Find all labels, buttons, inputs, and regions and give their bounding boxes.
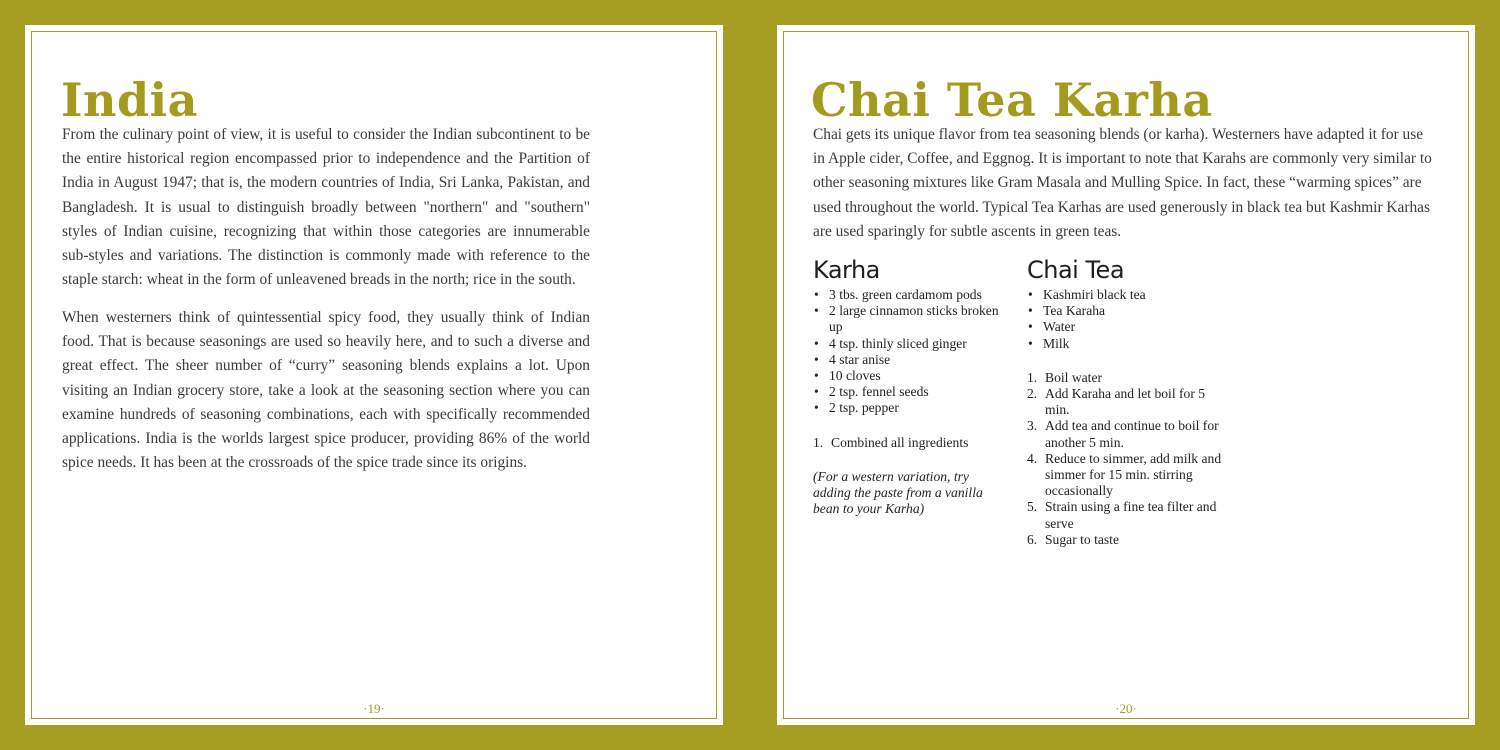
ingredient-item: • 3 tbs. green cardamom pods (813, 287, 1009, 303)
page-number: ·19· (363, 701, 385, 716)
ingredient-item: • 2 tsp. fennel seeds (813, 384, 1009, 400)
step-number: 5. (1027, 499, 1038, 515)
step-item (1027, 451, 1223, 500)
page-title: Chai Tea Karha (811, 73, 1213, 127)
karha-heading: Karha (813, 256, 880, 284)
ingredient-item: • Milk (1027, 336, 1223, 352)
chai-heading: Chai Tea (1027, 256, 1125, 284)
ingredient-item: • 4 star anise (813, 352, 1009, 368)
chai-step-list (1027, 370, 1223, 548)
karha-step-list (813, 435, 1009, 451)
step-text: Sugar to taste (1045, 531, 1119, 547)
step-number: 4. (1027, 450, 1038, 466)
step-text: Boil water (1045, 369, 1103, 385)
step-item (1027, 532, 1223, 548)
ingredient-item: • 2 large cinnamon sticks broken up (813, 303, 1009, 335)
right-page (777, 25, 1475, 725)
ingredient-item: • 10 cloves (813, 368, 1009, 384)
step-number: 3. (1027, 418, 1038, 434)
left-page (25, 25, 723, 725)
karha-recipe-column (813, 258, 1009, 517)
page-title: India (61, 73, 198, 127)
step-item (1027, 418, 1223, 450)
ingredient-item: • 2 tsp. pepper (813, 400, 1009, 416)
step-number: 2. (1027, 386, 1038, 402)
chai-ingredient-list (1027, 287, 1223, 352)
step-item (813, 435, 1009, 451)
karha-ingredient-list (813, 287, 1009, 417)
step-number: 1. (1027, 369, 1038, 385)
step-item (1027, 370, 1223, 386)
step-text: Reduce to simmer, add milk and simmer for 15 min. stirring occasionally (1045, 450, 1222, 499)
ingredient-item: • Water (1027, 319, 1223, 335)
variation-note: (For a western variation, try adding the paste from a vanilla bean to your Karha) (813, 468, 983, 517)
body-paragraph: From the culinary point of view, it is useful to consider the Indian subcontinent to be the entire historical region encompassed prior to independence and the Partition of India in August 1947; that is, the modern countries of India, Sri Lanka, Pakistan, and Bangladesh. It is usual to distinguish broadly between "northern" and "southern" styles of Indian cuisine, recognizing that within those categories are innumerable sub-styles and variations. The distinction is commonly made with reference to the staple starch: wheat in the form of unleavened breads in the north; rice in the south. (62, 126, 590, 289)
step-text: Add Karaha and let boil for 5 min. (1045, 386, 1206, 418)
ingredient-item: • Kashmiri black tea (1027, 287, 1223, 303)
step-item (1027, 386, 1223, 418)
ingredient-item: • 4 tsp. thinly sliced ginger (813, 336, 1009, 352)
step-item (1027, 499, 1223, 531)
chai-recipe-column (1027, 258, 1223, 548)
step-text: Strain using a fine tea filter and serve (1045, 499, 1217, 531)
step-number: 6. (1027, 531, 1038, 547)
body-paragraph: When westerners think of quintessential spicy food, they usually think of Indian food. That is because seasonings are used so heavily here, and to such a diverse and great effect. The sheer number of “curry” seasoning blends explains a lot. Upon visiting an Indian grocery store, take a look at the seasoning section where you can examine hundreds of seasoning combinations, each with specifically recommended applications. India is the worlds largest spice producer, providing 86% of the world spice needs. It has been at the crossroads of the spice trade since its origins. (62, 309, 590, 472)
intro-paragraph: Chai gets its unique flavor from tea seasoning blends (or karha). Westerners have adapted it for use in Apple cider, Coffee, and Eggnog. It is important to note that Karahs are commonly very similar to other seasoning mixtures like Gram Masala and Mulling Spice. In fact, these “warming spices” are used throughout the world. Typical Tea Karhas are used generously in black tea but Kashmir Karhas are used sparingly for subtle ascents in green teas. (813, 126, 1432, 240)
step-text: Combined all ingredients (831, 434, 969, 450)
ingredient-item: • Tea Karaha (1027, 303, 1223, 319)
page-number: ·20· (1115, 701, 1137, 716)
step-number: 1. (813, 434, 824, 450)
step-text: Add tea and continue to boil for another 5 min. (1045, 418, 1219, 450)
